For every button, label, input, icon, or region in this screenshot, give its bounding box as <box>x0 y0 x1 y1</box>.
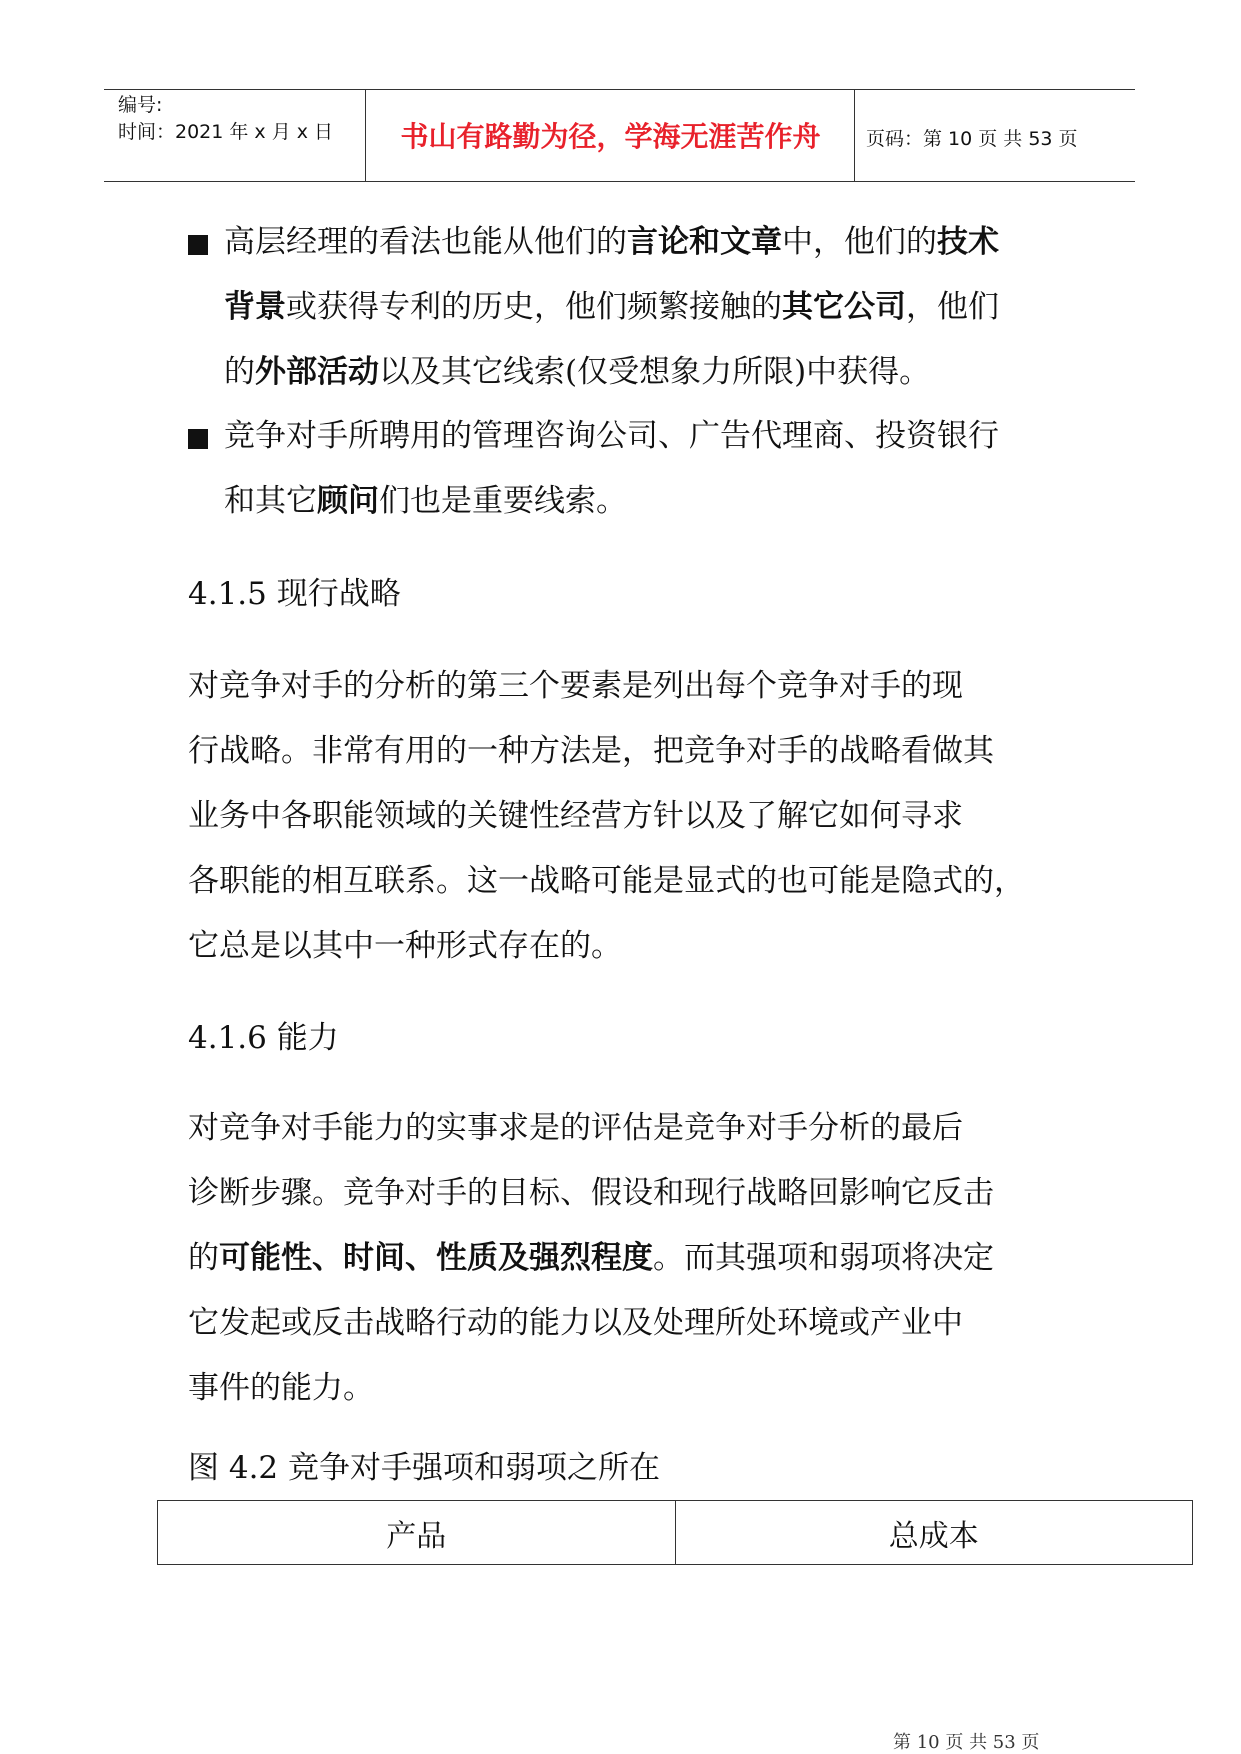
body-text: 诊断步骤。竞争对手的目标、假设和现行战略回影响它反击 <box>188 1175 994 1211</box>
section-416-line <box>188 1356 994 1421</box>
body-text: 各职能的相互联系。这一战略可能是显式的也可能是隐式的， <box>188 863 1025 899</box>
header-divider-left <box>365 89 366 182</box>
body-text: 或获得专利的历史，他们频繁接触的 <box>286 289 782 325</box>
section-heading-416: 4.1.6 能力 <box>188 1020 339 1056</box>
figure-caption: 图 4.2 竞争对手强项和弱项之所在 <box>188 1450 661 1486</box>
strengths-weaknesses-table <box>157 1500 1193 1565</box>
body-text: 对竞争对手能力的实事求是的评估是竞争对手分析的最后 <box>188 1110 963 1146</box>
body-text: 行战略。非常有用的一种方法是，把竞争对手的战略看做其 <box>188 733 994 769</box>
bullet-marker-2 <box>188 429 208 449</box>
body-text: ，他们 <box>906 289 999 325</box>
emphasis-text: 其它公司 <box>782 289 906 325</box>
footer-page-number: 第 10 页 共 53 页 <box>893 1732 1040 1753</box>
header-top-rule <box>104 89 1135 90</box>
bullet-1-line <box>224 340 999 405</box>
body-text: 竞争对手所聘用的管理咨询公司、广告代理商、投资银行 <box>224 418 999 454</box>
section-415-line <box>188 719 1025 784</box>
bullet-paragraph-1 <box>224 210 999 405</box>
emphasis-text: 外部活动 <box>255 354 379 390</box>
bullet-1-line <box>224 210 999 275</box>
header-meta <box>118 92 333 146</box>
time-label: 时间：2021 年 x 月 x 日 <box>118 121 334 143</box>
section-paragraph-416 <box>188 1096 994 1421</box>
section-415-line <box>188 654 1025 719</box>
body-text: 它发起或反击战略行动的能力以及处理所处环境或产业中 <box>188 1305 963 1341</box>
body-text: 们也是重要线索。 <box>379 483 627 519</box>
serial-label: 编号: <box>118 94 163 116</box>
body-text: 事件的能力。 <box>188 1370 374 1406</box>
section-415-line <box>188 914 1025 979</box>
body-text: 中，他们的 <box>782 224 937 260</box>
bullet-paragraph-2 <box>224 404 999 534</box>
emphasis-text: 背景 <box>224 289 286 325</box>
body-text: 的 <box>188 1240 219 1276</box>
section-415-line <box>188 849 1025 914</box>
bullet-2-line <box>224 469 999 534</box>
bullet-1-line <box>224 275 999 340</box>
section-heading-415: 4.1.5 现行战略 <box>188 576 401 612</box>
emphasis-text: 言论和文章 <box>627 224 782 260</box>
section-paragraph-415 <box>188 654 1025 979</box>
header-divider-right <box>854 89 855 182</box>
body-text: 以及其它线索(仅受想象力所限)中获得。 <box>379 354 931 390</box>
section-416-line <box>188 1226 994 1291</box>
header-bottom-rule <box>104 181 1135 182</box>
emphasis-text: 顾问 <box>317 483 379 519</box>
section-415-line <box>188 784 1025 849</box>
body-text: 业务中各职能领域的关键性经营方针以及了解它如何寻求 <box>188 798 963 834</box>
bullet-2-line <box>224 404 999 469</box>
section-416-line <box>188 1096 994 1161</box>
body-text: 的 <box>224 354 255 390</box>
bullet-marker-1 <box>188 235 208 255</box>
body-text: 对竞争对手的分析的第三个要素是列出每个竞争对手的现 <box>188 668 963 704</box>
body-text: 。而其强项和弱项将决定 <box>653 1240 994 1276</box>
body-text: 它总是以其中一种形式存在的。 <box>188 928 622 964</box>
body-text: 高层经理的看法也能从他们的 <box>224 224 627 260</box>
header-page-info: 页码：第 10 页 共 53 页 <box>866 128 1078 150</box>
emphasis-text: 可能性、时间、性质及强烈程度 <box>219 1240 653 1276</box>
body-text: 和其它 <box>224 483 317 519</box>
emphasis-text: 技术 <box>937 224 999 260</box>
table-header-total-cost: 总成本 <box>675 1501 1193 1564</box>
section-416-line <box>188 1161 994 1226</box>
table-header-product: 产品 <box>386 1518 447 1554</box>
header-motto: 书山有路勤为径，学海无涯苦作舟 <box>400 120 821 153</box>
section-416-line <box>188 1291 994 1356</box>
